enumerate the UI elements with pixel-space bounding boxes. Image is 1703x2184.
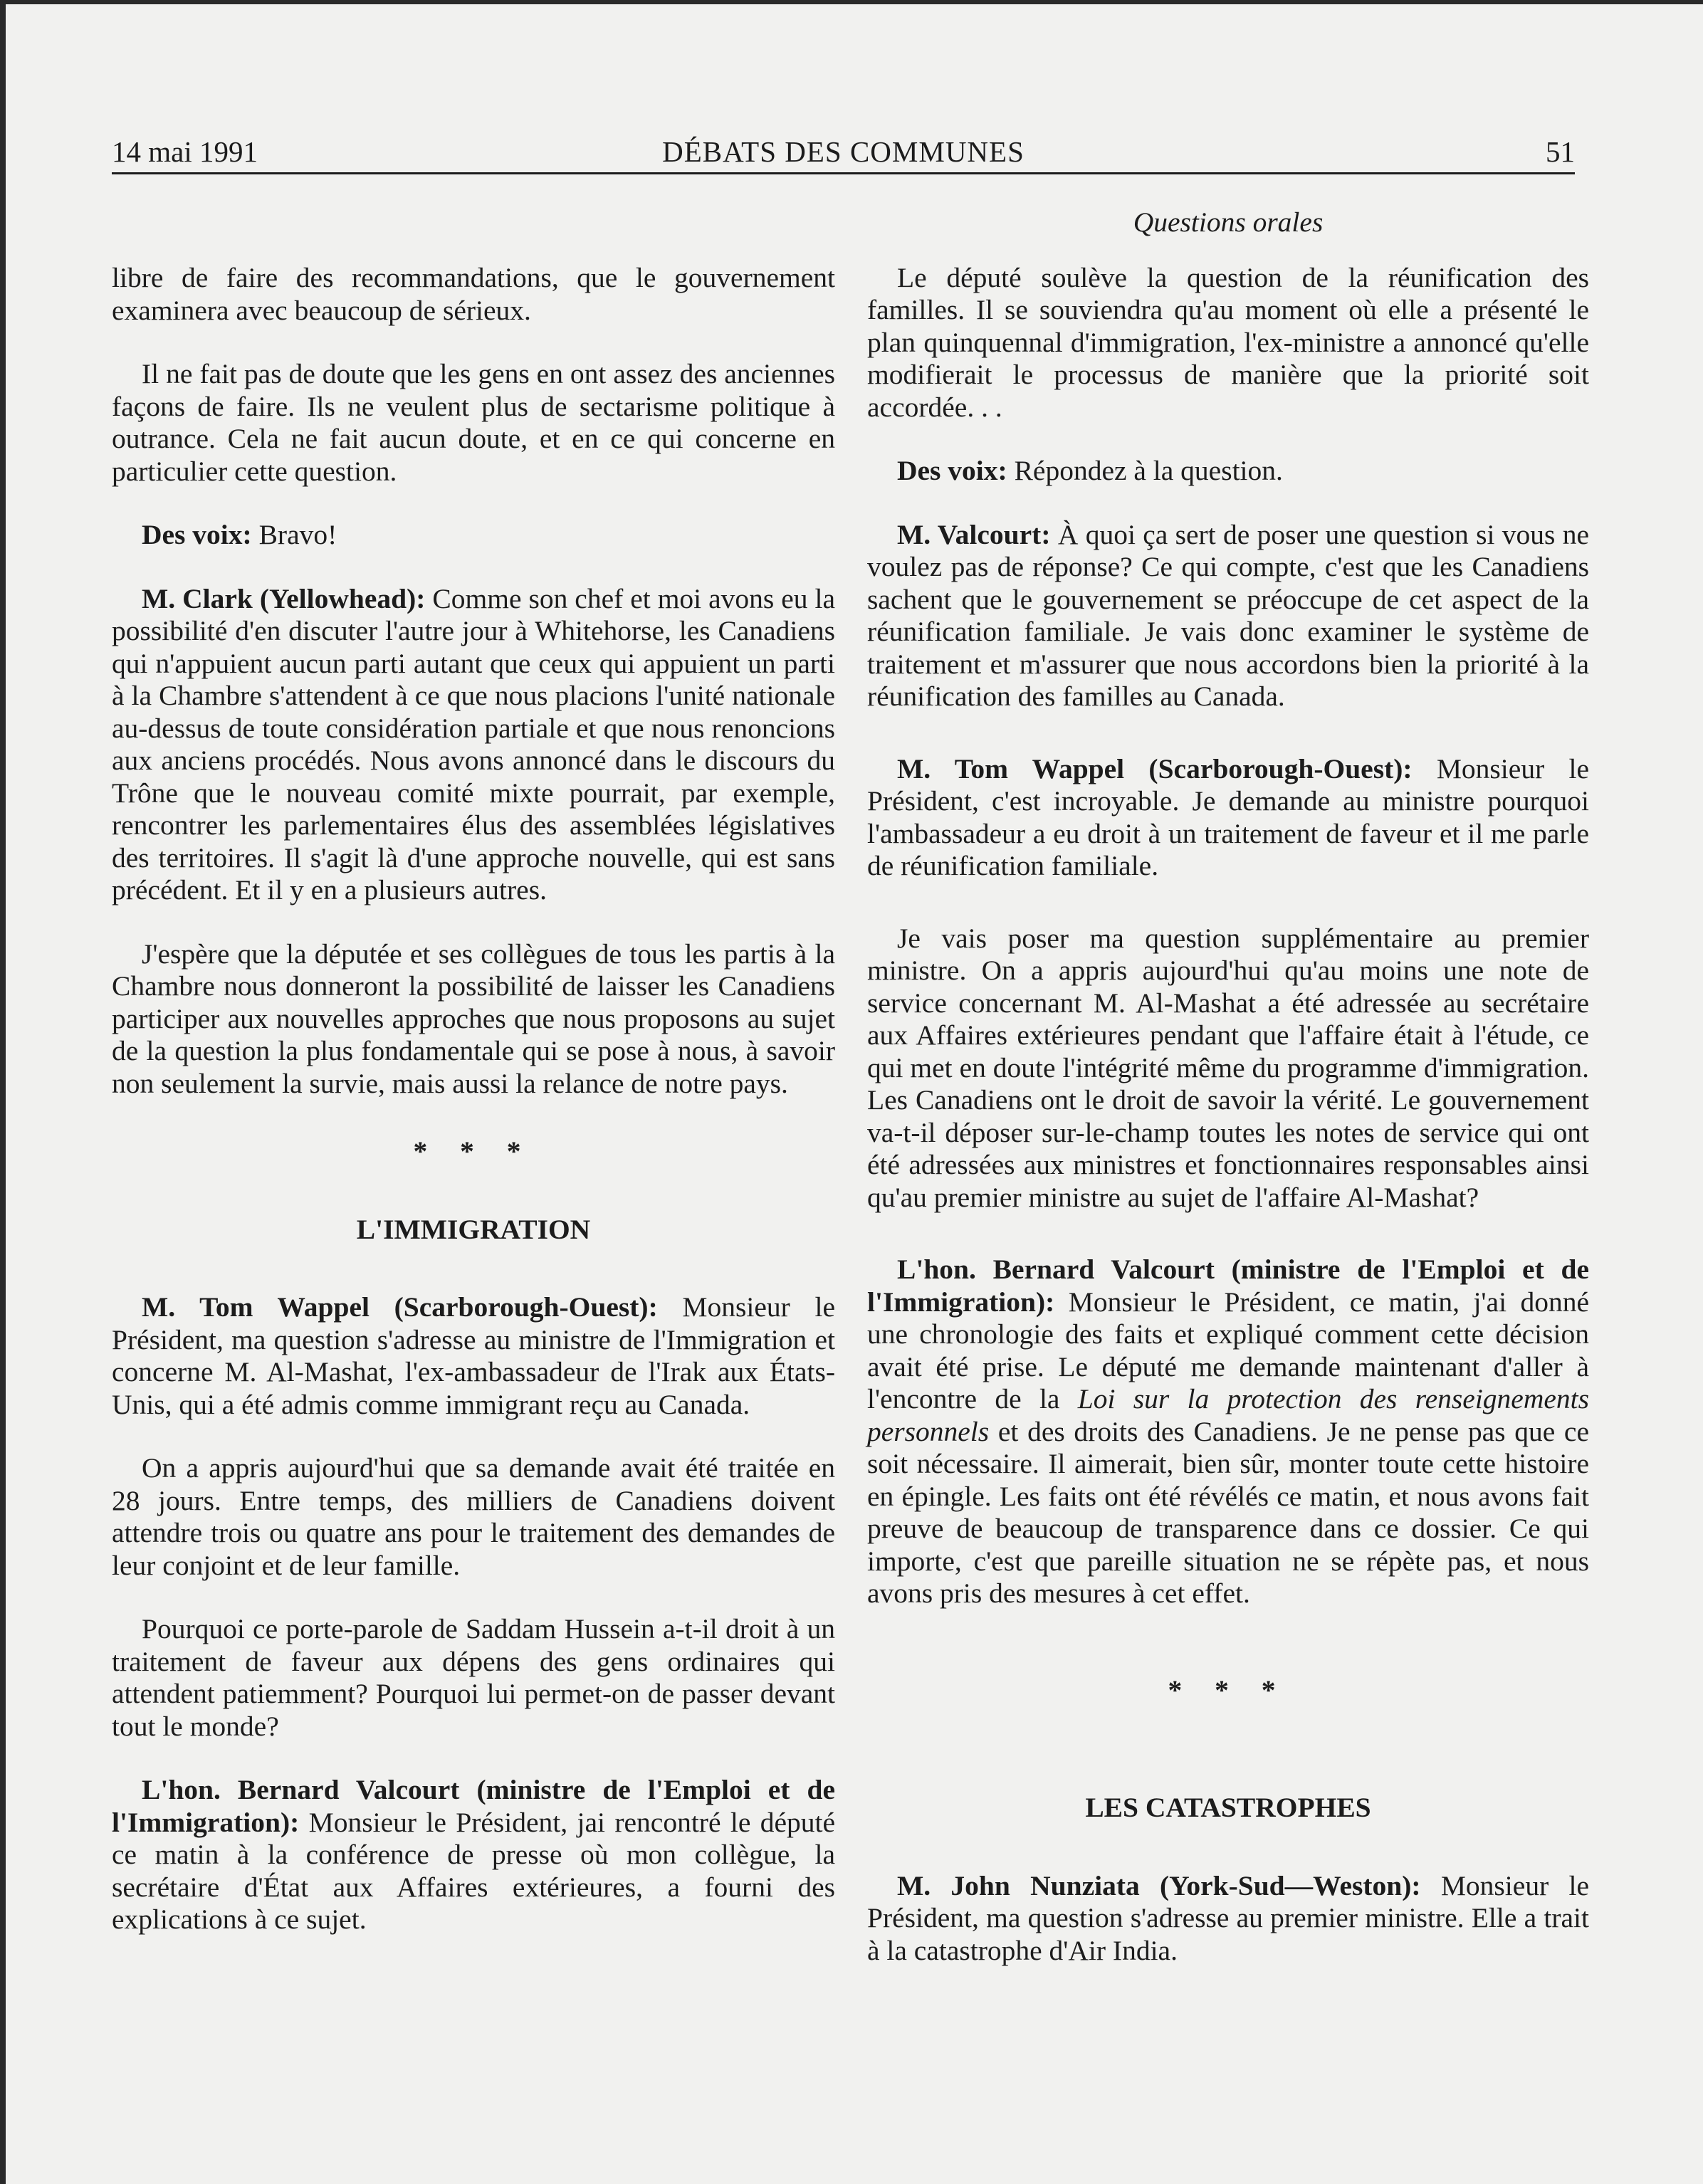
- speaker-name: M. John Nunziata (York-Sud—Weston):: [897, 1869, 1421, 1901]
- header-title: DÉBATS DES COMMUNES: [662, 135, 1025, 168]
- paragraph: M. Tom Wappel (Scarborough-Ouest): Monsieur le Président, c'est incroyable. Je demande au ministre pourquoi l'ambassadeur a eu droit à un traitement de faveur et il me parle de réunification familiale.: [867, 752, 1589, 881]
- paragraph: Le député soulève la question de la réunification des familles. Il se souviendra qu'au moment où elle a présenté le plan quinquennal d'immigration, l'ex-ministre a annoncé qu'elle modifierait le processus de manière que la priorité soit accordée. . .: [867, 261, 1589, 423]
- paragraph: Pourquoi ce porte-parole de Saddam Hussein a-t-il droit à un traitement de faveur aux dépens des gens ordinaires qui attendent patiemment? Pourquoi lui permet-on de passer devant tout le monde?: [112, 1613, 835, 1742]
- paragraph: M. John Nunziata (York-Sud—Weston): Monsieur le Président, ma question s'adresse au premier ministre. Elle a trait à la catastrophe d'Air India.: [867, 1869, 1589, 1966]
- right-column: [867, 206, 1589, 1998]
- left-column: [112, 262, 835, 1968]
- page-number: 51: [1546, 135, 1575, 168]
- paragraph: L'hon. Bernard Valcourt (ministre de l'Emploi et de l'Immigration): Monsieur le Président, jai rencontré le député ce matin à la conférence de presse où mon collègue, la secrétaire d'État aux Affaires extérieures, a fourni des explications à ce sujet.: [112, 1774, 835, 1935]
- header-date: 14 mai 1991: [112, 135, 258, 168]
- scan-edge-left: [0, 0, 6, 2184]
- speaker-name: M. Valcourt:: [897, 518, 1051, 550]
- paragraph: L'hon. Bernard Valcourt (ministre de l'Emploi et de l'Immigration): Monsieur le Président, ce matin, j'ai donné une chronologie des faits et expliqué comment cette décision avait été prise. Le député me demande maintenant d'aller à l'encontre de la Loi sur la protection des renseignements personnels et des droits des Canadiens. Je ne pense pas que ce soit nécessaire. Il aimerait, bien sûr, monter toute cette histoire en épingle. Les faits ont été révélés ce matin, et nous avons fait preuve de beaucoup de transparence dans ce dossier. Ce qui importe, c'est que pareille situation ne se répète pas, et nous avons pris des mesures à cet effet.: [867, 1254, 1589, 1609]
- paragraph: J'espère que la députée et ses collègues de tous les partis à la Chambre nous donneront la possibilité de laisser les Canadiens participer aux nouvelles approches que nous proposons au sujet de la question la plus fondamentale qui se pose à nous, à savoir non seulement la survie, mais aussi la relance de notre pays.: [112, 938, 835, 1099]
- running-header: [112, 132, 1575, 172]
- speaker-name: L'hon. Bernard Valcourt (ministre de l'Emploi et de l'Immigration):: [867, 1254, 1589, 1318]
- speaker-name: M. Tom Wappel (Scarborough-Ouest):: [142, 1291, 658, 1323]
- paragraph: Des voix: Bravo!: [142, 519, 337, 550]
- paragraph: M. Clark (Yellowhead): Comme son chef et moi avons eu la possibilité d'en discuter l'autre jour à Whitehorse, les Canadiens qui n'appuient aucun parti autant que ceux qui appuient un parti à la Chambre s'attendent à ce que nous placions l'unité nationale au-dessus de toute considération partiale et que nous renoncions aux anciens procédés. Nous avons annoncé dans le discours du Trône que le nouveau comité mixte pourrait, par exemple, rencontrer les parlementaires élus des assemblées législatives des territoires. Il s'agit là d'une approche nouvelle, qui est sans précédent. Et il y en a plusieurs autres.: [112, 582, 835, 905]
- speaker-name: M. Clark (Yellowhead):: [142, 582, 426, 614]
- speaker-name: M. Tom Wappel (Scarborough-Ouest):: [897, 752, 1413, 784]
- paragraph: Je vais poser ma question supplémentaire au premier ministre. On a appris aujourd'hui qu'au moins une note de service concernant M. Al-Mashat a été adressée au secrétaire aux Affaires extérieures pendant que l'affaire était à l'étude, ce qui met en doute l'intégrité même du programme d'immigration. Les Canadiens ont le droit de savoir la vérité. Le gouvernement va-t-il déposer sur-le-champ toutes les notes de service qui ont été adressées aux ministres et fonctionnaires responsables ainsi qu'au premier ministre au sujet de l'affaire Al-Mashat?: [867, 922, 1589, 1213]
- paragraph: Des voix: Répondez à la question.: [897, 455, 1283, 486]
- section-title: LES CATASTROPHES: [1085, 1792, 1371, 1823]
- paragraph: On a appris aujourd'hui que sa demande avait été traitée en 28 jours. Entre temps, des milliers de Canadiens doivent attendre trois ou quatre ans pour le traitement des demandes de leur conjoint et de leur famille.: [112, 1452, 835, 1581]
- speaker-name: L'hon. Bernard Valcourt (ministre de l'Emploi et de l'Immigration):: [112, 1774, 835, 1838]
- paragraph: libre de faire des recommandations, que le gouvernement examinera avec beaucoup de sérieux.: [112, 262, 835, 326]
- speaker-name: Des voix:: [897, 455, 1007, 486]
- scan-edge-top: [0, 0, 1703, 4]
- law-title: Loi sur la protection des renseignements personnels: [867, 1383, 1589, 1447]
- paragraph: Il ne fait pas de doute que les gens en ont assez des anciennes façons de faire. Ils ne veulent plus de sectarisme politique à outrance. Cela ne fait aucun doute, et en ce qui concerne en particulier cette question.: [112, 358, 835, 487]
- paragraph: M. Tom Wappel (Scarborough-Ouest): Monsieur le Président, ma question s'adresse au ministre de l'Immigration et concerne M. Al-Mashat, l'ex-ambassadeur de l'Irak aux États-Unis, qui a été admis comme immigrant reçu au Canada.: [112, 1291, 835, 1420]
- paragraph: M. Valcourt: À quoi ça sert de poser une question si vous ne voulez pas de réponse? Ce qui compte, c'est que les Canadiens sachent que le gouvernement se préoccupe de cet aspect de la réunification familiale. Je vais donc examiner le système de traitement et m'assurer que nous accordons bien la priorité à la réunification des familles au Canada.: [867, 518, 1589, 712]
- section-title: L'IMMIGRATION: [356, 1213, 591, 1245]
- column-heading: Questions orales: [1133, 206, 1324, 238]
- header-rule: [112, 172, 1575, 174]
- section-separator: * * *: [1168, 1674, 1289, 1706]
- speaker-name: Des voix:: [142, 519, 252, 550]
- section-separator: * * *: [413, 1135, 534, 1167]
